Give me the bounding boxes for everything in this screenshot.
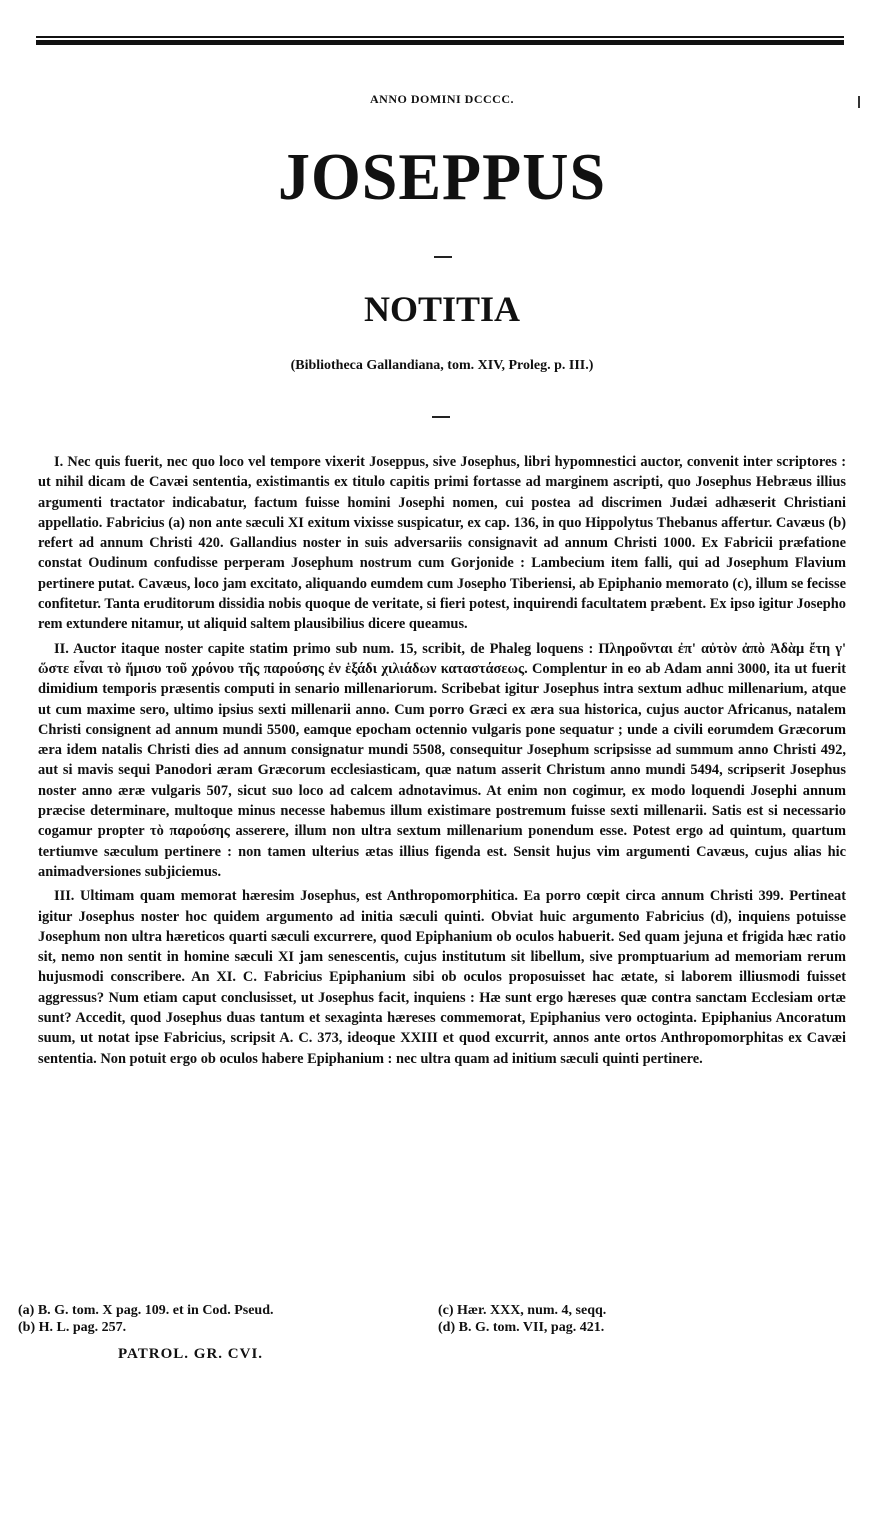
margin-mark xyxy=(858,96,860,108)
signature-mark: PATROL. GR. CVI. xyxy=(118,1346,264,1362)
thick-rule xyxy=(36,40,844,45)
page-title: JOSEPPUS xyxy=(277,139,607,214)
footnotes-right xyxy=(438,1302,798,1336)
source-citation: (Bibliotheca Gallandiana, tom. XIV, Proleg. p. III.) xyxy=(290,358,594,373)
body-text xyxy=(38,452,846,1073)
top-double-rule xyxy=(36,36,844,45)
footnotes-left xyxy=(18,1302,438,1336)
section-title: NOTITIA xyxy=(363,289,521,329)
paragraph-2: II. Auctor itaque noster capite statim primo sub num. 15, scribit, de Phaleg loquens : Πληροῦνται ἐπ' αὐτὸν ἀπὸ Ἀδὰμ ἔτη γ' ὥστε εἶναι τὸ ἥμισυ τοῦ χρόνου τῆς παρούσης ἐν ἑξάδι χιλιάδων καταστάσεως. Complentur in eo ab Adam anni 3000, ita ut fuerit dimidium temporis præsentis computi in senario millenariorum. Scribebat igitur Josephus intra sextum adhuc millenarium, atque ut cum maxime sero, ultimo ipsius sexti millenarii anno. Cum porro Græci ex æra sua historica, cujus auctor Africanus, natalem Christi consignent ad annum mundi 5500, eamque epocham octennio vulgaris pone sequatur ; unde a civili eorumdem Græcorum æra idem natalis Christi dies ad annum consignatur mundi 5508, consequitur Josephum scripsisse ad summum anno Christi 492, aut si mavis sequi Panodori æram Græcorum ecclesiasticam, quæ natum asserit Christum anno mundi 5494, scripserit Josephus noster anno æræ vulgaris 507, sicut suo loco ad calcem adnotavimus. At enim non cogimur, ex modo loquendi Josephi annum præcise determinare, multoque minus necesse habemus illum existimare postremum fuisse sexti millenarii. Satis est si necessario cogamur propter τὸ παρούσης asserere, illum non ultra sextum millenarium ponendum esse. Potest ergo ad quintum, quartum tertiumve sæculum pertinere : non tamen ulterius ætas illius figenda est. Sensit hujus vim argumenti Cavæus, cujus alias hic animadversiones subjiciemus. xyxy=(38,640,846,880)
year-line: ANNO DOMINI DCCCC. xyxy=(370,92,514,106)
footnote-b: (b) H. L. pag. 257. xyxy=(18,1320,127,1335)
paragraph-1: I. Nec quis fuerit, nec quo loco vel tempore vixerit Joseppus, sive Josephus, libri hypomnestici auctor, convenit inter scriptores : ut nihil dicam de Cavæi sententia, existimantis ex titulo capitis primi fortasse ad marginem ascripti, quo Josephus Hebræus illius argumenti tractator indicabatur, factum fuisse homini Josephi nomen, cui postea ad discrimen Judæi adhæserit Christiani appellatio. Fabricius (a) non ante sæculi XI exitum vixisse suspicatur, ex cap. 136, in quo Hippolytus Thebanus affertur. Cavæus (b) refert ad annum Christi 420. Gallandius noster in suis adversariis consignavit ad annum Christi 1000. Ex Fabricii præfatione constat Oudinum confudisse perperam Josephum nostrum cum Gorjonide : Lambecium item falli, qui ad Josephum Flavium pertinere putat. Cavæus, loco jam excitato, aliquando eumdem cum Josepho Tiberiensi, ab Epiphanio memorato (c), illum se fecisse confitetur. Tanta eruditorum dissidia nobis quoque de veritate, si fieri potest, inquirendi facultatem præbent. Ex ipso igitur Josepho rem extundere nitamur, ut aliquid saltem plausibilius dicere queamus. xyxy=(38,454,846,633)
title-dash xyxy=(434,256,452,258)
footnote-a: (a) B. G. tom. X pag. 109. et in Cod. Pseud. xyxy=(18,1303,274,1318)
thin-rule xyxy=(36,36,844,38)
footnote-c: (c) Hær. XXX, num. 4, seqq. xyxy=(438,1303,607,1318)
footnote-d: (d) B. G. tom. VII, pag. 421. xyxy=(438,1320,605,1335)
section-dash xyxy=(432,416,450,418)
paragraph-3: III. Ultimam quam memorat hæresim Josephus, est Anthropomorphitica. Ea porro cœpit circa annum Christi 399. Pertineat igitur Josephus noster hoc quidem argumento ad initia sæculi quinti. Obviat huic argumento Fabricius (d), inquiens potuisse Josephum non ultra hæreticos quarti sæculi excurrere, quod Epiphanium ob oculos habuerit. Sed quam jejuna et frigida hæc ratio sit, nemo non sentit in homine sæculi XI jam senescentis, cujus institutum sit libellum, sive promptuarium ad memoriam rerum hujusmodi conscribere. An XI. C. Fabricius Epiphanium sibi ob oculos proposuisset hac ætate, si laborem illiusmodi fuisset aggressus? Num etiam caput conclusisset, ut Josephus facit, inquiens : Hæ sunt ergo hæreses quæ contra sanctam Ecclesiam ortæ sunt? Accedit, quod Josephus duas tantum et sexaginta hæreses commemorat, Epiphanius vero octoginta. Epiphanius Ancoratum suum, ut notat ipse Fabricius, scripsit A. C. 373, ideoque XXIII et quod excurrit, annos ante ortos Anthropomorphitas ex Cavæi sententia. Non potuit ergo ob oculos habere Epiphanium : nec ultra quam ad initium sæculi quinti pertinere. xyxy=(38,888,846,1067)
